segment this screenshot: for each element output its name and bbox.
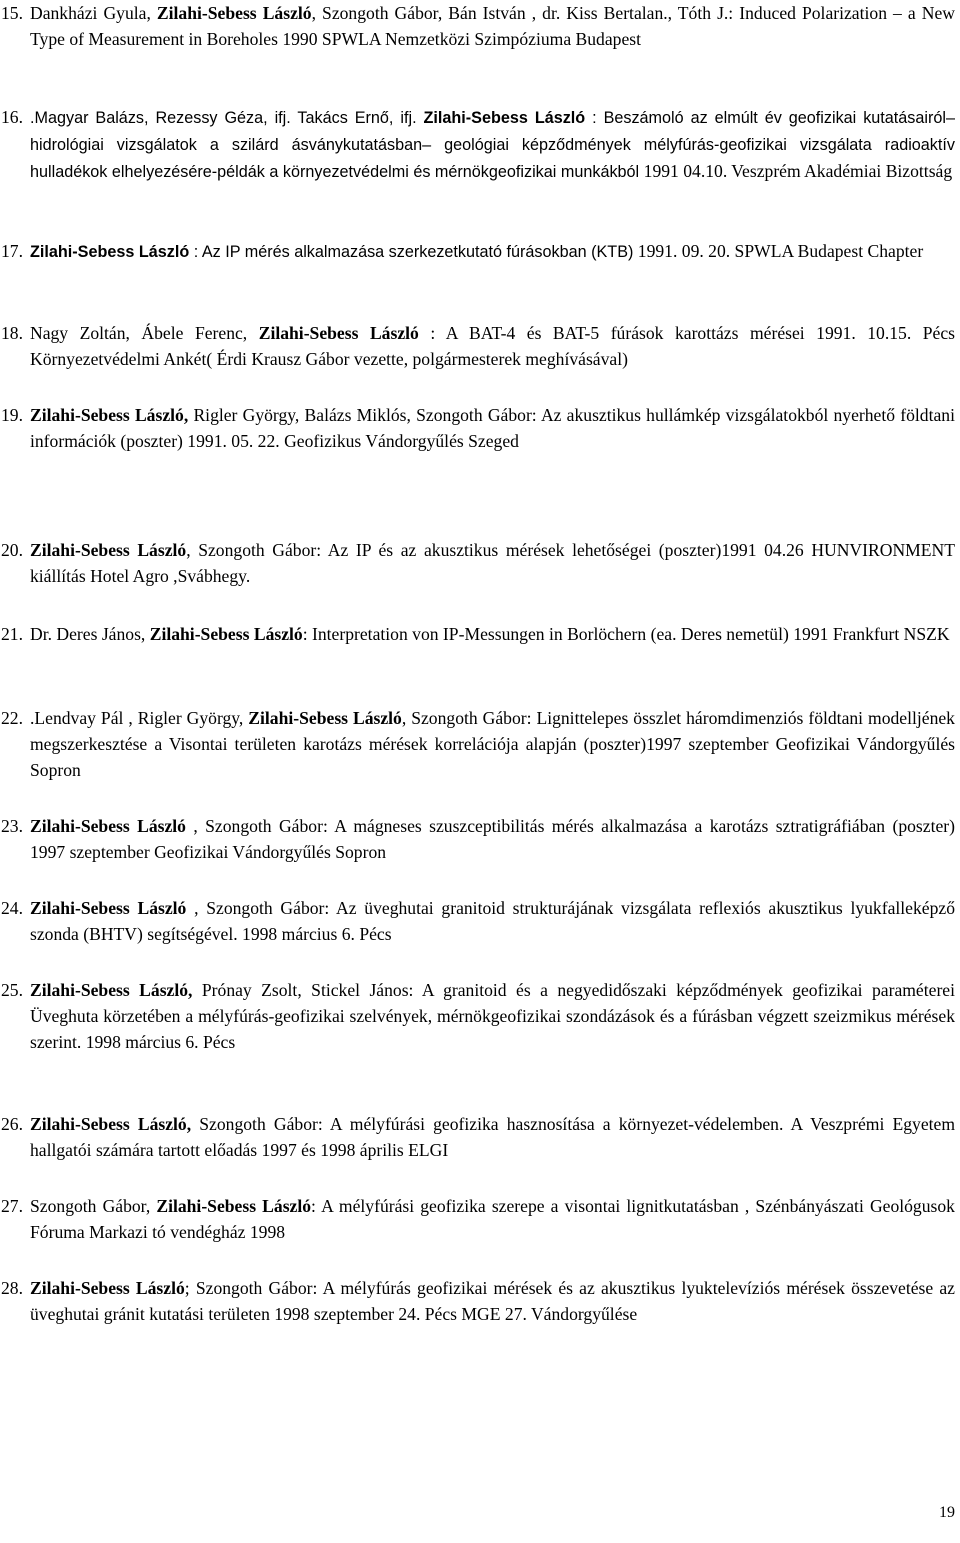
entry-text [30,977,955,1055]
entry-segment: , Szongoth Gábor: Az üveghutai granitoid strukturájának vizsgálata reflexiós akusztikus lyukfalleképző szonda (BHTV) segítségével. 1998 március 6. Pécs [30,898,955,944]
entry-number: 16. [1,107,23,127]
list-item [1,537,955,589]
list-item [1,104,955,185]
entry-text [30,0,955,52]
list-item [1,238,955,265]
entry-segment: Dr. Deres János, [30,624,150,644]
entry-number: 27. [1,1196,23,1216]
entry-number: 22. [1,708,23,728]
author-name: Zilahi-Sebess László [30,243,190,261]
entry-text [30,1111,955,1163]
entry-segment: Prónay Zsolt, Stickel János: A granitoid és a negyedidőszaki képződmények geofizikai paraméterei Üveghuta körzetében a mélyfúrás-geofizikai szelvények, mérnökgeofizikai szondázások és a fúrásban végzett szeizmikus mérések szerint. 1998 március 6. Pécs [30,980,955,1052]
entry-number: 25. [1,980,23,1000]
list-item [1,402,955,454]
entry-text [30,238,955,265]
page-number: 19 [939,1504,955,1521]
entry-text [30,813,955,865]
author-name: Zilahi-Sebess László, [30,405,189,425]
entry-segment: Dankházi Gyula, [30,3,157,23]
entry-segment: , Szongoth Gábor: Lignittelepes összlet háromdimenziós földtani modelljének megszerkesztése a Visontai területen karotázs mérések korrelációja alapján (poszter)1997 szeptember Geofizikai Vándorgyűlés Sopron [30,708,955,780]
entry-number: 23. [1,816,23,836]
entry-number: 18. [1,323,23,343]
entry-number: 21. [1,624,23,644]
list-item [1,813,956,865]
entry-segment: , Szongoth Gábor: A mágneses szuszceptibilitás mérés alkalmazása a karotázs sztratigráfiában (poszter) 1997 szeptember Geofizikai Vándorgyűlés Sopron [30,816,956,862]
author-name: Zilahi-Sebess László [30,540,187,560]
entry-text [30,1193,955,1245]
list-item [1,1193,955,1245]
entry-segment: Szongoth Gábor, [30,1196,157,1216]
list-item [1,895,955,947]
author-name: Zilahi-Sebess László, [30,1114,192,1134]
entry-segment: : Interpretation von IP-Messungen in Borlöchern (ea. Deres nemetül) 1991 Frankfurt NSZK [302,624,950,644]
entry-number: 17. [1,241,23,261]
author-name: Zilahi-Sebess László [30,898,187,918]
entry-text [30,705,955,783]
author-name: Zilahi-Sebess László, [30,980,193,1000]
entry-segment: – [893,3,902,23]
list-item [1,705,955,783]
entry-segment: .Lendvay Pál , Rigler György, [30,708,249,728]
author-name: Zilahi-Sebess László [30,816,186,836]
entry-segment: Nagy Zoltán, Ábele Ferenc, [30,323,259,343]
entry-number: 19. [1,405,23,425]
entry-segment: a New Type of Measurement in Boreholes 1990 SPWLA Nemzetközi Szimpóziuma Budapest [30,3,955,49]
entry-text [30,621,955,647]
author-name: Zilahi-Sebess László [149,624,303,644]
entry-text [30,1275,955,1327]
entry-segment: .Magyar Balázs, Rezessy Géza, ifj. Takács Ernő, ifj. [30,109,424,127]
entry-segment: : Az IP mérés alkalmazása szerkezetkutató fúrásokban (KTB) [189,243,634,261]
list-item [1,621,955,647]
entry-segment: , Szongoth Gábor: Az IP és az akusztikus mérések lehetőségei (poszter)1991 04.26 HUNVIRONMENT kiállítás Hotel Agro ,Svábhegy. [30,540,955,586]
entry-segment: , Szongoth Gábor, Bán István , dr. Kiss Bertalan., Tóth J.: Induced Polarization [311,3,894,23]
entry-number: 20. [1,540,23,560]
author-name: Zilahi-Sebess László [30,1278,185,1298]
entry-number: 15. [1,3,23,23]
entry-text [30,895,955,947]
entry-segment: Szongoth Gábor: A mélyfúrási geofizika hasznosítása a környezet-védelemben. A Veszprémi Egyetem hallgatói számára tartott előadás 1997 és 1998 április ELGI [30,1114,956,1160]
entry-number: 28. [1,1278,23,1298]
author-name: Zilahi-Sebess László [423,109,586,127]
author-name: Zilahi-Sebess László [156,1196,312,1216]
list-item [1,1275,955,1327]
author-name: Zilahi-Sebess László [156,3,312,23]
list-item [1,0,955,52]
entry-text [30,402,955,454]
entry-segment: 1991. 09. 20. SPWLA Budapest Chapter [633,241,924,261]
author-name: Zilahi-Sebess László [248,708,402,728]
entry-segment: : A mélyfúrási geofizika szerepe a visontai lignitkutatásban , Szénbányászati Geológusok Fóruma Markazi tó vendégház 1998 [30,1196,955,1242]
entry-number: 24. [1,898,23,918]
list-item [1,977,955,1055]
entry-segment: ; Szongoth Gábor: A mélyfúrás geofizikai mérések és az akusztikus lyuktelevíziós mérések összevetése az üveghutai gránit kutatási területen 1998 szeptember 24. Pécs MGE 27. Vándorgyűlése [30,1278,955,1324]
entry-text [30,320,955,372]
entry-number: 26. [1,1114,23,1134]
list-item [1,320,955,372]
entry-text [30,537,955,589]
entry-segment: : A BAT-4 és BAT-5 fúrások karottázs mérései 1991. 10.15. Pécs Környezetvédelmi Ankét( Érdi Krausz Gábor vezette, polgármesterek meghívásával) [30,323,955,369]
entry-segment: Rigler György, Balázs Miklós, Szongoth Gábor: Az akusztikus hullámkép vizsgálatokból nyerhető földtani információk (poszter) 1991. 05. 22. Geofizikus Vándorgyűlés Szeged [30,405,955,451]
list-item [1,1111,956,1163]
entry-segment: 1991 04.10. Veszprém Akadémiai Bizottság [643,161,953,181]
entry-text [30,104,955,185]
author-name: Zilahi-Sebess László [258,323,419,343]
entry-segment: : Beszámoló az elmúlt év geofizikai kutatásairól– hidrológiai vizsgálatok a szilárd ásványkutatásban– geológiai képződmények mélyfúrás-geofizikai vizsgálata radioaktív hulladékok elhelyezésére-példák a környezetvédelmi és mérnökgeofizikai munkákból [30,109,955,181]
